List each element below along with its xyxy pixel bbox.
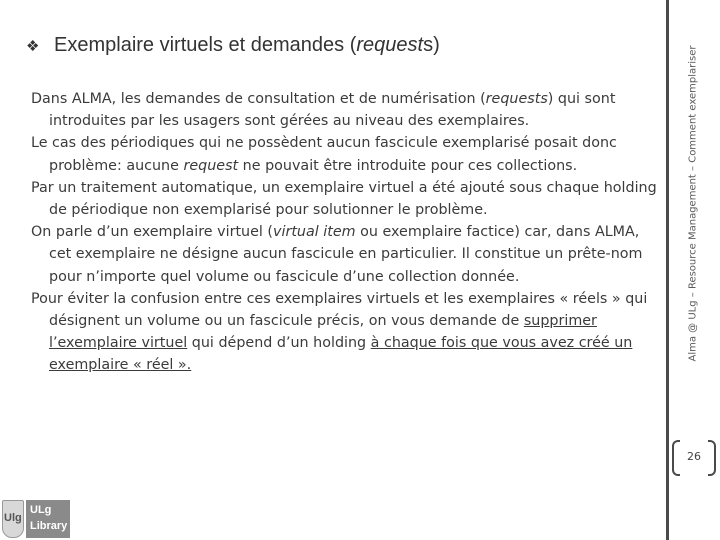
paragraph-4 bbox=[31, 221, 661, 288]
text-span: qui dépend d’un holding bbox=[187, 335, 371, 352]
page-number-badge bbox=[672, 440, 716, 476]
underlined-text: supprimer l’exemplaire virtuel bbox=[49, 313, 597, 352]
text-span: ) qui sont introduites par les usagers sont gérées au niveau des exemplaires. bbox=[49, 91, 616, 130]
italic-term: virtual item bbox=[273, 224, 356, 241]
sidebar-vertical-text: Alma @ ULg – Resource Management – Comment exemplariser bbox=[687, 45, 699, 362]
paragraph-1 bbox=[31, 88, 661, 132]
slide-body bbox=[31, 88, 661, 377]
paragraph-3 bbox=[31, 177, 661, 221]
underlined-text: à chaque fois que vous avez créé un exemplaire « réel ». bbox=[49, 335, 633, 374]
text-span: ne pouvait être introduite pour ces collections. bbox=[238, 157, 578, 174]
italic-term: requests bbox=[485, 91, 548, 107]
slide-title bbox=[26, 34, 440, 57]
title-text-after: s) bbox=[423, 34, 440, 56]
text-span: On parle d’un exemplaire virtuel ( bbox=[31, 224, 274, 241]
text-span: ou exemplaire factice) car, dans ALMA, cet exemplaire ne désigne aucun fascicule en particulier. Il constitue un prête-nom pour n’importe quel volume ou fascicule d’une collection donnée. bbox=[49, 224, 643, 285]
logo-monogram: Ulg bbox=[4, 512, 22, 524]
title-text-before: Exemplaire virtuels et demandes ( bbox=[54, 34, 357, 56]
ulg-library-logo bbox=[0, 498, 70, 540]
paragraph-5 bbox=[31, 288, 661, 377]
text-span: Pour éviter la confusion entre ces exemplaires virtuels et les exemplaires « réels » qui désignent un volume ou un fascicule précis, on vous demande de bbox=[31, 290, 648, 330]
text-span: Par un traitement automatique, un exemplaire virtuel a été ajouté sous chaque holding de périodique non exemplarisé pour solutionner le problème. bbox=[31, 179, 657, 219]
diamond-bullet-icon: ❖ bbox=[26, 38, 40, 55]
title-text-italic: request bbox=[356, 34, 424, 56]
page-number: 26 bbox=[687, 450, 701, 463]
italic-term: request bbox=[183, 157, 239, 174]
logo-line-1: ULg bbox=[30, 504, 52, 516]
paragraph-2 bbox=[31, 132, 661, 176]
text-span: Dans ALMA, les demandes de consultation et de numérisation ( bbox=[31, 91, 486, 107]
logo-line-2: Library bbox=[30, 520, 68, 532]
text-span: Le cas des périodiques qui ne possèdent aucun fascicule exemplarisé posait donc problème: aucune bbox=[31, 135, 617, 174]
